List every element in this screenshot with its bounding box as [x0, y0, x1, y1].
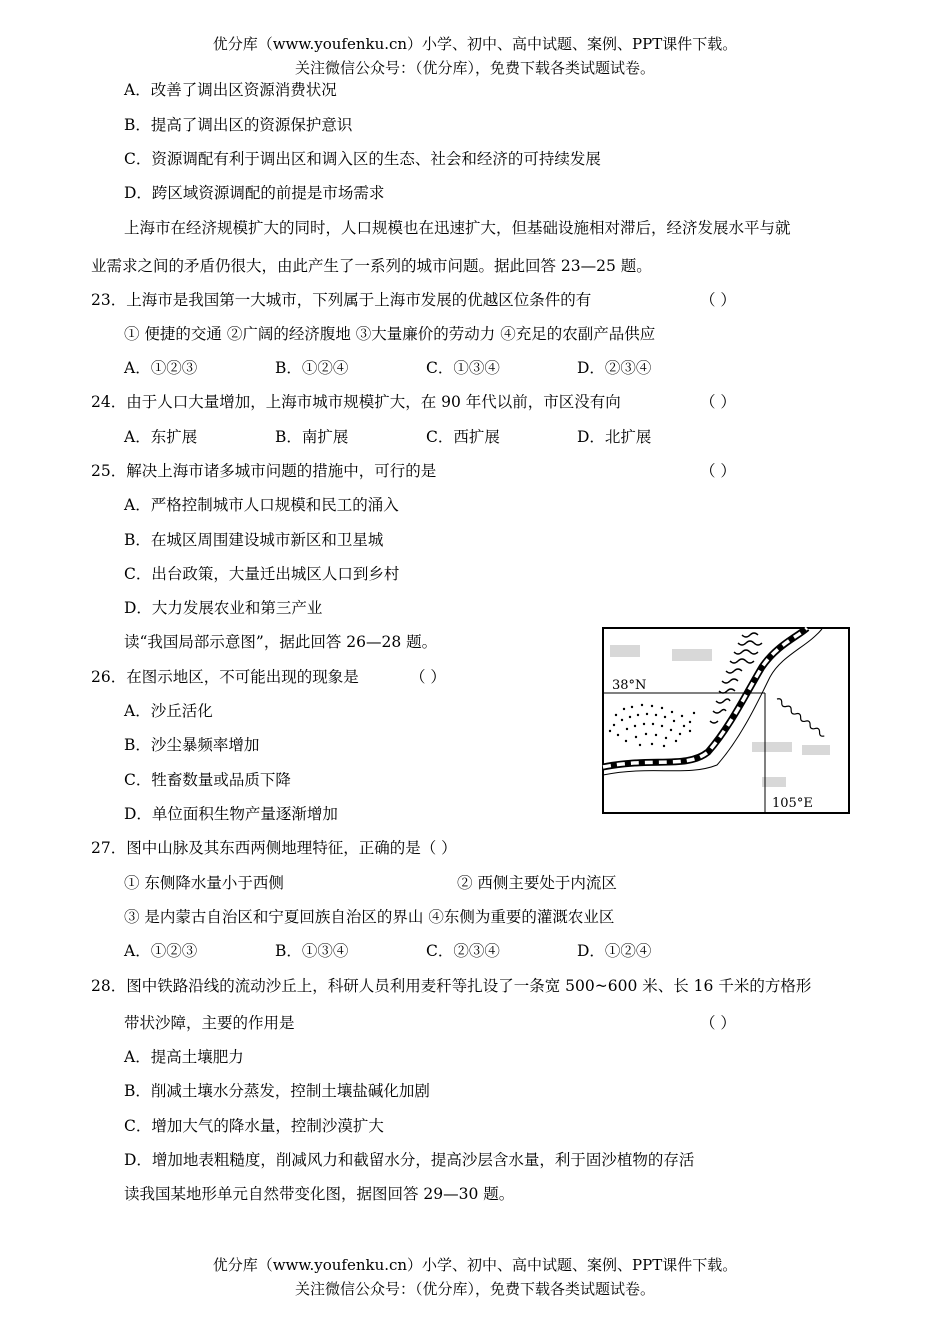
q26-option-b: B．沙尘暴频率增加: [124, 736, 260, 754]
q25-answer-paren[interactable]: （ ）: [700, 462, 736, 480]
q27-option-d: D．①②④: [577, 942, 652, 960]
q25-option-b: B．在城区周围建设城市新区和卫星城: [124, 531, 384, 549]
header-line-2: 关注微信公众号：（优分库），免费下载各类试题试卷。: [294, 59, 655, 77]
q28-stem-line-2: 带状沙障，主要的作用是: [124, 1014, 295, 1032]
q26-option-a: A．沙丘活化: [124, 702, 213, 720]
q22-option-d: D．跨区域资源调配的前提是市场需求: [124, 184, 385, 202]
q28-stem-line-1: 28．图中铁路沿线的流动沙丘上，科研人员利用麦秆等扎设了一条宽 500~600 米、长 16 千米的方格形: [91, 977, 812, 995]
longitude-label: 105°E: [772, 796, 813, 811]
latitude-label: 38°N: [612, 678, 647, 693]
q27-option-c: C．②③④: [426, 942, 500, 960]
china-regional-map: [602, 627, 850, 814]
q22-option-a: A．改善了调出区资源消费状况: [124, 81, 337, 99]
passage-2: 读“我国局部示意图”，据此回答 26—28 题。: [124, 633, 438, 651]
footer-line-1: 优分库（www.youfenku.cn）小学、初中、高中试题、案例、PPT课件下载。: [212, 1256, 738, 1274]
q24-answer-paren[interactable]: （ ）: [700, 393, 736, 411]
passage-1-line-1: 上海市在经济规模扩大的同时，人口规模也在迅速扩大，但基础设施相对滞后，经济发展水平与就: [124, 219, 791, 237]
q23-option-c: C．①③④: [426, 359, 500, 377]
q24-stem: 24．由于人口大量增加，上海市城市规模扩大，在 90 年代以前，市区没有向: [91, 393, 621, 411]
q28-option-c: C．增加大气的降水量，控制沙漠扩大: [124, 1117, 384, 1135]
q26-stem: 26．在图示地区，不可能出现的现象是: [91, 668, 359, 686]
q27-item-3: ③ 是内蒙古自治区和宁夏回族自治区的界山 ④东侧为重要的灌溉农业区: [124, 908, 615, 926]
q27-stem: 27．图中山脉及其东西两侧地理特征，正确的是（ ）: [91, 839, 457, 857]
q28-option-d: D．增加地表粗糙度，削减风力和截留水分，提高沙层含水量，利于固沙植物的存活: [124, 1151, 695, 1169]
q22-option-b: B．提高了调出区的资源保护意识: [124, 116, 353, 134]
header-line-1: 优分库（www.youfenku.cn）小学、初中、高中试题、案例、PPT课件下载。: [212, 35, 738, 53]
passage-1-line-2: 业需求之间的矛盾仍很大，由此产生了一系列的城市问题。据此回答 23—25 题。: [91, 257, 652, 275]
q23-option-b: B．①②④: [275, 359, 349, 377]
q27-option-a: A．①②③: [124, 942, 198, 960]
q25-option-a: A．严格控制城市人口规模和民工的涌入: [124, 496, 399, 514]
q26-answer-paren[interactable]: （ ）: [410, 668, 446, 686]
q28-option-a: A．提高土壤肥力: [124, 1048, 244, 1066]
q23-option-d: D．②③④: [577, 359, 652, 377]
passage-3: 读我国某地形单元自然带变化图，据图回答 29—30 题。: [124, 1185, 515, 1203]
q26-option-c: C．牲畜数量或品质下降: [124, 771, 291, 789]
q27-option-b: B．①③④: [275, 942, 349, 960]
q24-option-b: B．南扩展: [275, 428, 349, 446]
q28-option-b: B．削减土壤水分蒸发，控制土壤盐碱化加剧: [124, 1082, 430, 1100]
q24-option-a: A．东扩展: [124, 428, 198, 446]
q23-items: ① 便捷的交通 ②广阔的经济腹地 ③大量廉价的劳动力 ④充足的农副产品供应: [124, 325, 656, 343]
q23-stem: 23．上海市是我国第一大城市，下列属于上海市发展的优越区位条件的有: [91, 291, 592, 309]
q27-item-2: ② 西侧主要处于内流区: [457, 874, 617, 892]
q24-option-c: C．西扩展: [426, 428, 500, 446]
footer-line-2: 关注微信公众号：（优分库），免费下载各类试题试卷。: [294, 1280, 655, 1298]
q25-stem: 25．解决上海市诸多城市问题的措施中，可行的是: [91, 462, 437, 480]
q23-option-a: A．①②③: [124, 359, 198, 377]
q25-option-c: C．出台政策，大量迁出城区人口到乡村: [124, 565, 400, 583]
q23-answer-paren[interactable]: （ ）: [700, 291, 736, 309]
q26-option-d: D．单位面积生物产量逐渐增加: [124, 805, 338, 823]
q25-option-d: D．大力发展农业和第三产业: [124, 599, 323, 617]
q27-item-1: ① 东侧降水量小于西侧: [124, 874, 284, 892]
q22-option-c: C．资源调配有利于调出区和调入区的生态、社会和经济的可持续发展: [124, 150, 601, 168]
q24-option-d: D．北扩展: [577, 428, 652, 446]
q28-answer-paren[interactable]: （ ）: [700, 1014, 736, 1032]
